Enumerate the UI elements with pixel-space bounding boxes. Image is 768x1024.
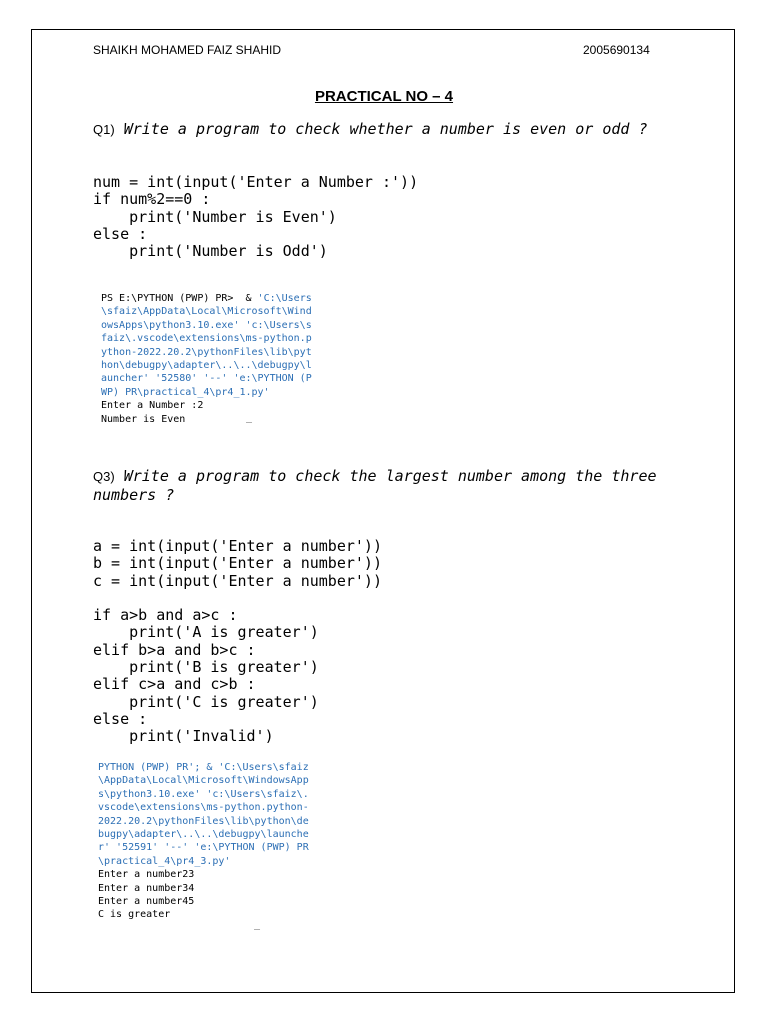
q1-terminal-cursor: _: [246, 412, 253, 423]
question-1: [93, 120, 693, 139]
question-3-text: Write a program to check the largest number among the three numbers ?: [93, 467, 657, 504]
question-3-number: Q3): [93, 469, 115, 484]
q3-terminal-cursor: _: [254, 919, 261, 930]
q1-terminal-result: Enter a Number :2 Number is Even: [101, 400, 204, 425]
q3-code-block: a = int(input('Enter a number')) b = int(input('Enter a number')) c = int(input('Enter a number')) if a>b and a>c : print('A is greater') elif b>a and b>c : print('B is greater') elif c>a and c>b : print('C is greater') else : print('Invalid'): [93, 537, 382, 746]
q1-terminal-command: 'C:\Users \sfaiz\AppData\Local\Microsoft\Wind owsApps\python3.10.exe' 'c:\Users\s faiz\.vscode\extensions\ms-python.p ython-2022.20.2\pythonFiles\lib\pyt hon\debugpy\adapter\..\..\debugpy\l auncher' '52580' '--' 'e:\PYTHON (P WP) PR\practical_4\pr4_1.py': [101, 293, 312, 398]
q1-terminal-prompt: PS E:\PYTHON (PWP) PR> &: [101, 293, 258, 304]
roll-number: 2005690134: [583, 43, 650, 57]
q3-terminal-command: PYTHON (PWP) PR'; & 'C:\Users\sfaiz \AppData\Local\Microsoft\WindowsApp s\python3.10.exe' 'c:\Users\sfaiz\. vscode\extensions\ms-python.python- 2022.20.2\pythonFiles\lib\python\de bugpy\adapter\..\..\debugpy\launche r' '52591' '--' 'e:\PYTHON (PWP) PR \practical_4\pr4_3.py': [98, 762, 309, 867]
q1-terminal-output: [101, 292, 312, 426]
student-name: SHAIKH MOHAMED FAIZ SHAHID: [93, 43, 282, 57]
question-1-text: Write a program to check whether a number is even or odd ?: [123, 120, 648, 138]
question-1-number: Q1): [93, 122, 115, 137]
question-3: [93, 467, 693, 504]
page-title: PRACTICAL NO – 4: [314, 88, 454, 105]
q3-terminal-output: [98, 761, 309, 922]
q3-terminal-result: Enter a number23 Enter a number34 Enter a number45 C is greater: [98, 869, 195, 921]
q1-code-block: num = int(input('Enter a Number :')) if num%2==0 : print('Number is Even') else : print('Number is Odd'): [93, 173, 419, 261]
